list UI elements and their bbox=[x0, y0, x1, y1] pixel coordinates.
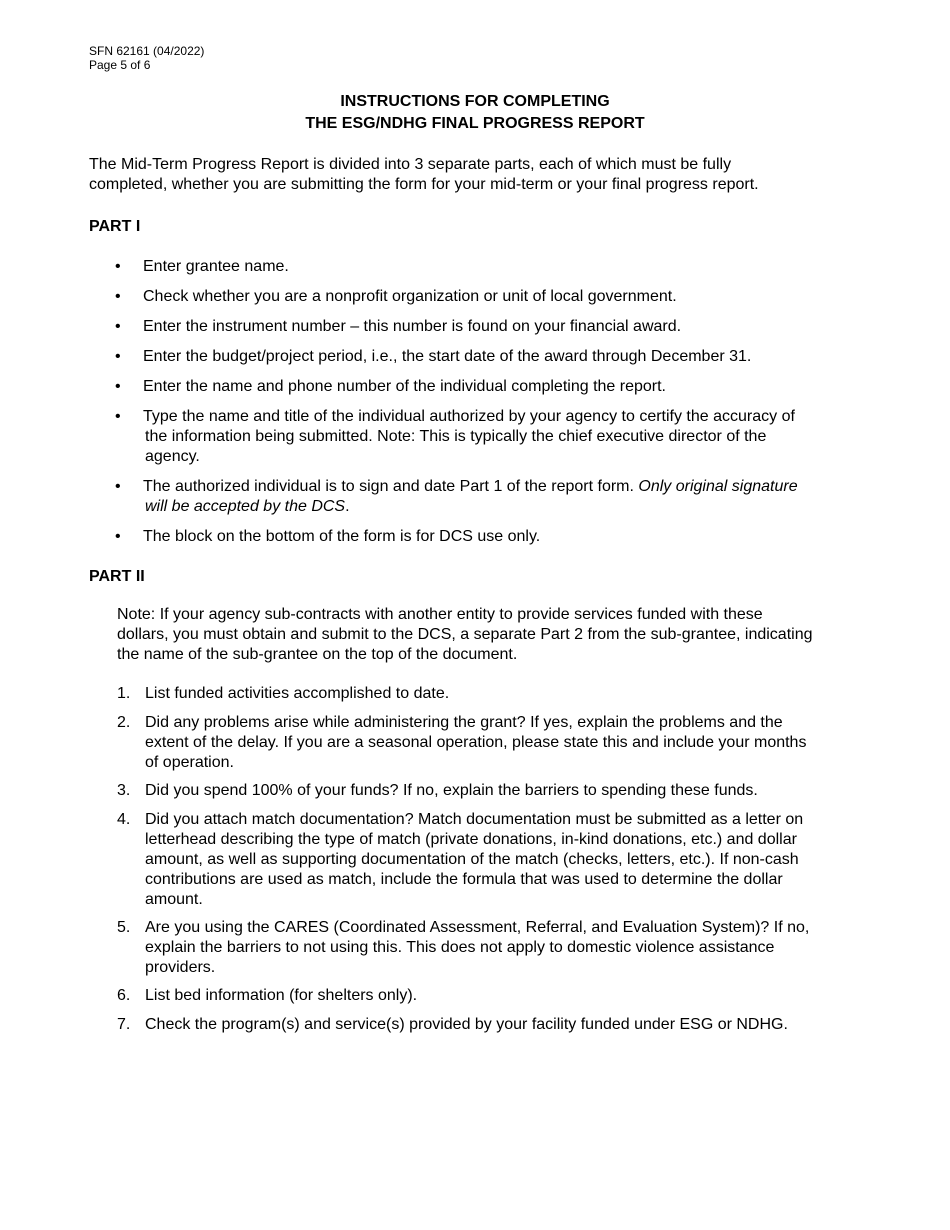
bullet-icon: • bbox=[115, 318, 121, 335]
bullet-icon: • bbox=[115, 528, 121, 545]
part-1-heading: PART I bbox=[89, 218, 141, 235]
bullet-icon: • bbox=[115, 348, 121, 365]
document-title-line-2: THE ESG/NDHG FINAL PROGRESS REPORT bbox=[305, 115, 645, 132]
page-number: Page 5 of 6 bbox=[89, 58, 151, 72]
form-id: SFN 62161 (04/2022) bbox=[89, 44, 205, 58]
bullet-icon: • bbox=[115, 288, 121, 305]
bullet-icon: • bbox=[115, 478, 121, 495]
part-2-note: Note: If your agency sub-contracts with another entity to provide services funded with these dollars, you must obtain and submit to the DCS, a separate Part 2 from the sub-grantee, indicating the name of the sub-grantee on the top of the document. bbox=[117, 606, 813, 663]
document-title-line-1: INSTRUCTIONS FOR COMPLETING bbox=[340, 93, 610, 110]
intro-paragraph: The Mid-Term Progress Report is divided into 3 separate parts, each of which must be fully completed, whether you are submitting the form for your mid-term or your final progress report. bbox=[89, 156, 759, 193]
part-2-heading: PART II bbox=[89, 568, 145, 585]
bullet-icon: • bbox=[115, 258, 121, 275]
bullet-icon: • bbox=[115, 408, 121, 425]
page-header bbox=[89, 44, 204, 72]
bullet-icon: • bbox=[115, 378, 121, 395]
